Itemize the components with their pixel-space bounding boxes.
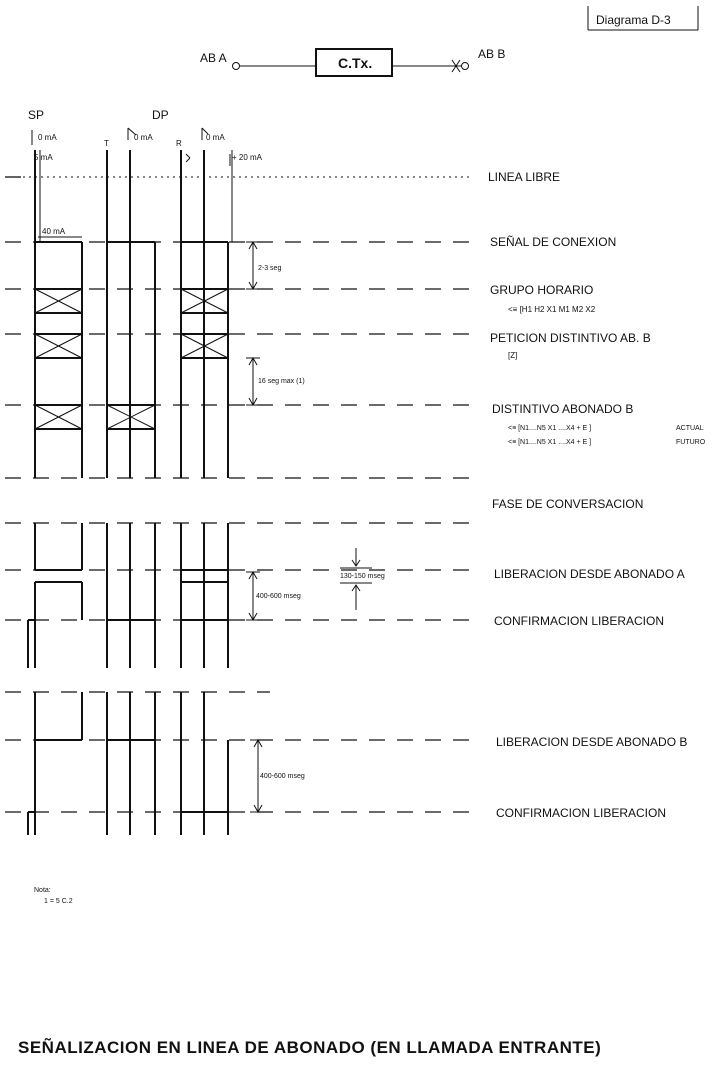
timing-400-600-b-label: 400-600 mseg	[260, 773, 305, 780]
timing-marker-400-600-b	[250, 740, 305, 812]
timing-marker-400-600-a	[246, 572, 301, 620]
note-title: Nota:	[34, 887, 51, 894]
event-liberacion-b: LIBERACION DESDE ABONADO B	[496, 735, 688, 749]
event-grupo-horario-code: <≡ [H1 H2 X1 M1 M2 X2	[508, 305, 596, 314]
timing-400-600-a-label: 400-600 mseg	[256, 593, 301, 600]
timing-marker-16	[246, 358, 305, 405]
reference-lines	[5, 177, 470, 812]
note-text: 1 = 5 C.2	[44, 898, 73, 905]
column-r-label: R	[176, 139, 182, 148]
connection-header	[200, 47, 505, 76]
event-distintivo-tag-futuro: FUTURO	[676, 439, 706, 446]
timing-130-150-label: 130-150 mseg	[340, 573, 385, 580]
event-distintivo-code-actual: <≡ [N1....N5 X1 ....X4 + E ]	[508, 425, 592, 432]
footnote	[34, 887, 73, 905]
column-sp-label: SP	[28, 108, 45, 122]
current-r-zero: 0 mA	[206, 133, 225, 142]
event-peticion-code: [Z]	[508, 351, 518, 360]
diagram-id: Diagrama D-3	[596, 13, 671, 27]
event-liberacion-a: LIBERACION DESDE ABONADO A	[494, 567, 685, 581]
event-labels	[488, 170, 706, 820]
event-confirmacion-2: CONFIRMACION LIBERACION	[496, 806, 667, 820]
event-grupo-horario: GRUPO HORARIO	[490, 283, 594, 297]
exchange-label: C.Tx.	[338, 55, 373, 71]
current-five: 5 mA	[34, 153, 53, 162]
event-linea-libre: LINEA LIBRE	[488, 170, 561, 184]
current-t-zero: 0 mA	[134, 133, 153, 142]
event-senal-conexion: SEÑAL DE CONEXION	[490, 235, 617, 249]
event-peticion-distintivo: PETICION DISTINTIVO AB. B	[490, 331, 651, 345]
sp-block-peticion	[35, 334, 82, 358]
timing-marker-2-3	[246, 242, 281, 289]
node-b-terminal	[462, 63, 469, 70]
event-distintivo-code-futuro: <≡ [N1....N5 X1 ....X4 + E ]	[508, 439, 592, 446]
event-distintivo-abonado: DISTINTIVO ABONADO B	[492, 402, 634, 416]
signal-traces-section-2	[28, 523, 228, 668]
sp-block-grupo	[35, 289, 82, 313]
timing-2-3-label: 2-3 seg	[258, 265, 282, 272]
event-confirmacion-1: CONFIRMACION LIBERACION	[494, 614, 665, 628]
signal-traces-section-1	[35, 150, 232, 478]
diagram-id-box	[588, 6, 698, 30]
timing-marker-130-150	[340, 548, 385, 610]
diagram-title: SEÑALIZACION EN LINEA DE ABONADO (EN LLAMADA ENTRANTE)	[18, 1038, 602, 1057]
node-a-label: AB A	[200, 51, 227, 65]
current-sp-zero: 0 mA	[38, 133, 57, 142]
node-a-terminal	[233, 63, 240, 70]
current-forty: 40 mA	[42, 227, 66, 236]
column-t-label: T	[104, 139, 109, 148]
current-twenty: + 20 mA	[232, 153, 263, 162]
event-fase-conversacion: FASE DE CONVERSACION	[492, 497, 644, 511]
column-dp-label: DP	[152, 108, 169, 122]
event-distintivo-tag-actual: ACTUAL	[676, 425, 704, 432]
sp-block-distintivo	[35, 405, 82, 429]
node-b-label: AB B	[478, 47, 506, 61]
signal-traces-section-3	[28, 692, 228, 835]
timing-16-label: 16 seg max (1)	[258, 378, 305, 385]
